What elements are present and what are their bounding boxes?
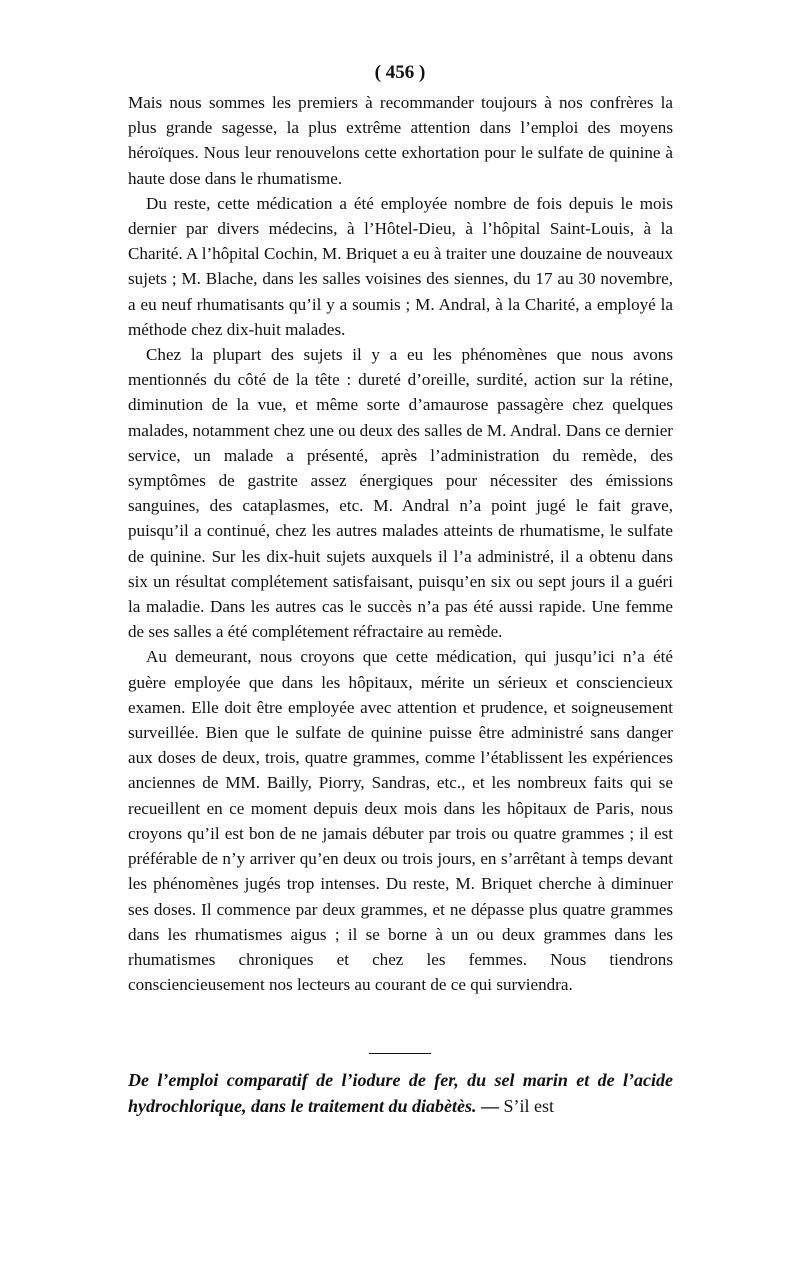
paragraph: Du reste, cette médication a été employée nombre de fois depuis le mois dernier par divers médecins, à l’Hôtel-Dieu, à l’hôpital Saint-Louis, à la Charité. A l’hôpital Cochin, M. Briquet a eu à traiter une douzaine de nouveaux sujets ; M. Blache, dans les salles voisines des siennes, du 17 au 30 novembre, a eu neuf rhumatisants qu’il y a soumis ; M. Andral, à la Charité, a employé la méthode chez dix-huit malades. [128,193,673,339]
section-heading: De l’emploi comparatif de l’iodure de fer, du sel marin et de l’acide hydrochlorique, dans le traitement du diabètès. [128,1070,673,1116]
body-text [128,90,673,997]
section-start [128,1067,673,1119]
paragraph: Au demeurant, nous croyons que cette médication, qui jusqu’ici n’a été guère employée que dans les hôpitaux, mérite un sérieux et consciencieux examen. Elle doit être employée avec attention et prudence, et soigneusement surveillée. Bien que le sulfate de quinine puisse être administré sans danger aux doses de deux, trois, quatre grammes, comme l’établissent les expériences anciennes de MM. Bailly, Piorry, Sandras, etc., et les nombreux faits qui se recueillent en ce moment depuis deux mois dans les hôpitaux de Paris, nous croyons qu’il est bon de ne jamais débuter par trois ou quatre grammes ; il est préférable de n’y arriver qu’en deux ou trois jours, en s’arrêtant à temps devant les phénomènes jugés trop intenses. Du reste, M. Briquet cherche à diminuer ses doses. Il commence par deux grammes, et ne dépasse plus quatre grammes dans les rhumatismes aigus ; il se borne à un ou deux grammes dans les rhumatismes chroniques et chez les femmes. Nous tiendrons consciencieusement nos lecteurs au courant de ce qui surviendra. [128,647,673,995]
page-number: ( 456 ) [374,62,426,83]
section-dash: — [476,1096,500,1116]
section-text: S’il est [499,1096,555,1116]
paragraph: Chez la plupart des sujets il y a eu les phénomènes que nous avons mentionnés du côté de la tête : dureté d’oreille, surdité, action sur la rétine, diminution de la vue, et même sorte d’amaurose passagère chez quelques malades, notamment chez une ou deux des salles de M. Andral. Dans ce dernier service, un malade a présenté, après l’administration du remède, des symptômes de gastrite assez énergiques pour nécessiter des émissions sanguines, des cataplasmes, etc. M. Andral n’a point jugé le fait grave, puisqu’il a continué, chez les autres malades atteints de rhumatisme, le sulfate de quinine. Sur les dix-huit sujets auxquels il l’a administré, il a obtenu dans six un résultat complétement satisfaisant, puisqu’en six ou sept jours il a guéri la maladie. Dans les autres cas le succès n’a pas été aussi rapide. Une femme de ses salles a été complétement réfractaire au remède. [128,345,673,642]
section-divider [369,1053,431,1054]
paragraph: Mais nous sommes les premiers à recommander toujours à nos confrères la plus grande sagesse, la plus extrême attention dans l’emploi des moyens héroïques. Nous leur renouvelons cette exhortation pour le sulfate de quinine à haute dose dans le rhumatisme. [128,93,673,188]
